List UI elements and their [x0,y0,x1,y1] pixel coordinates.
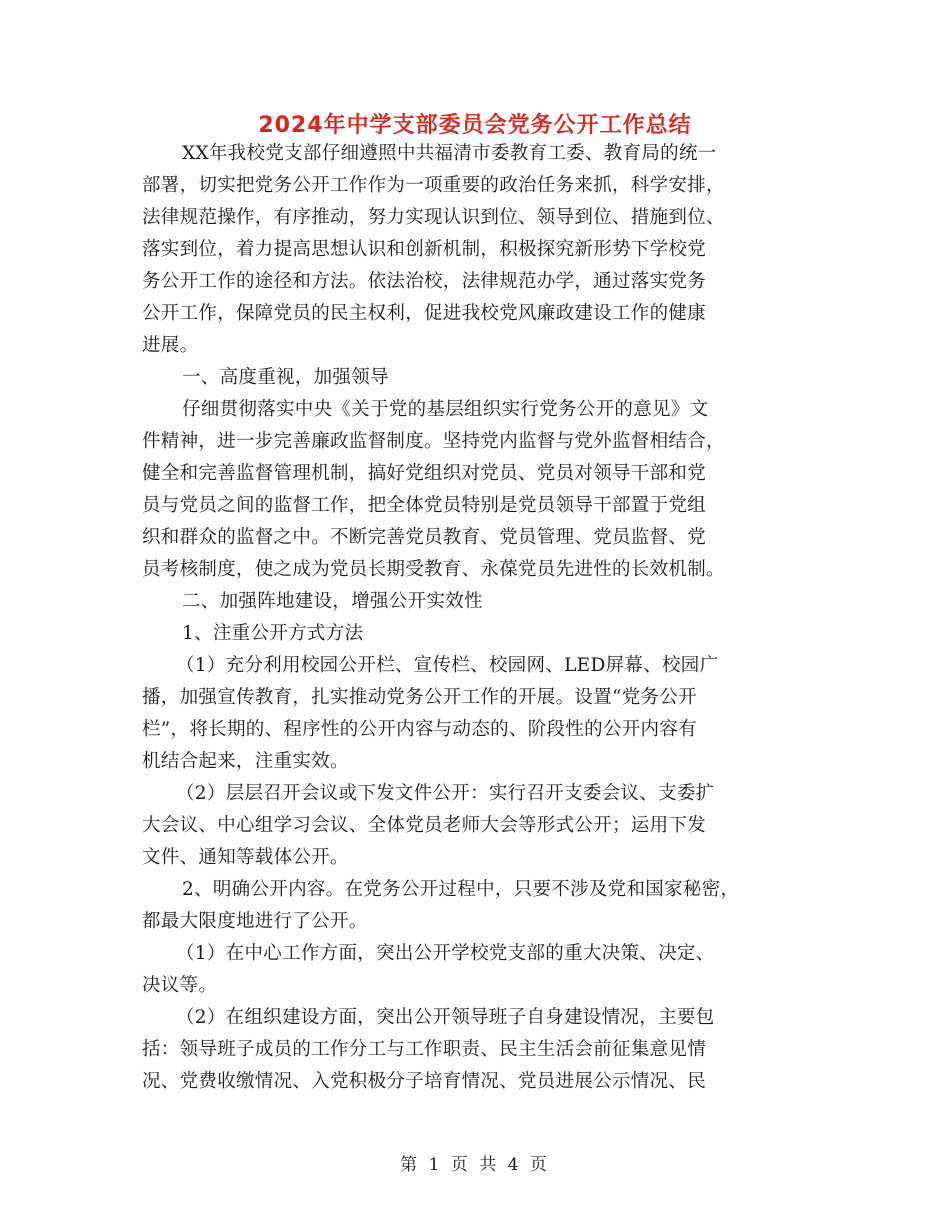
subsection-heading: 1、注重公开方式方法 [182,623,364,644]
paragraph-line: 落实到位，着力提高思想认识和创新机制，积极探究新形势下学校党 [142,239,707,260]
paragraph-line: （2）在组织建设方面，突出公开领导班子自身建设情况，主要包 [176,1007,715,1028]
paragraph-line: 进展。 [142,335,199,356]
paragraph-line: 员考核制度，使之成为党员长期受教育、永葆党员先进性的长效机制。 [142,559,725,580]
paragraph-line: 播，加强宣传教育，扎实推动党务公开工作的开展。设置“党务公开 [142,687,697,708]
paragraph-line: 都最大限度地进行了公开。 [142,911,368,932]
paragraph-line: 仔细贯彻落实中央《关于党的基层组织实行党务公开的意见》文 [182,399,709,420]
paragraph-line: 2、明确公开内容。在党务公开过程中，只要不涉及党和国家秘密， [182,879,740,900]
paragraph-line: 机结合起来，注重实效。 [142,751,349,772]
paragraph-line: （1）在中心工作方面，突出公开学校党支部的重大决策、决定、 [176,943,715,964]
paragraph-line: 况、党费收缴情况、入党积极分子培育情况、党员进展公示情况、民 [142,1071,707,1092]
paragraph-line: （2）层层召开会议或下发文件公开：实行召开支委会议、支委扩 [176,783,715,804]
section-heading: 一、高度重视，加强领导 [182,367,389,388]
paragraph-line: 法律规范操作，有序推动，努力实现认识到位、领导到位、措施到位、 [142,207,725,228]
section-heading: 二、加强阵地建设，增强公开实效性 [182,591,483,612]
document-title: 2024年中学支部委员会党务公开工作总结 [258,113,692,138]
paragraph-line: XX年我校党支部仔细遵照中共福清市委教育工委、教育局的统一 [182,143,717,164]
paragraph-line: 栏”，将长期的、程序性的公开内容与动态的、阶段性的公开内容有 [142,719,697,740]
paragraph-line: 大会议、中心组学习会议、全体党员老师大会等形式公开；运用下发 [142,815,707,836]
paragraph-line: 织和群众的监督之中。不断完善党员教育、党员管理、党员监督、党 [142,527,707,548]
paragraph-line: 决议等。 [142,975,218,996]
page-number-footer: 第 1 页 共 4 页 [400,1155,550,1175]
paragraph-line: 文件、通知等载体公开。 [142,847,349,868]
paragraph-line: 件精神，进一步完善廉政监督制度。坚持党内监督与党外监督相结合， [142,431,725,452]
paragraph-line: （1）充分利用校园公开栏、宣传栏、校园网、LED屏幕、校园广 [176,655,719,676]
paragraph-line: 公开工作，保障党员的民主权利，促进我校党风廉政建设工作的健康 [142,303,707,324]
paragraph-line: 务公开工作的途径和方法。依法治校，法律规范办学，通过落实党务 [142,271,707,292]
paragraph-line: 员与党员之间的监督工作，把全体党员特别是党员领导干部置于党组 [142,495,707,516]
paragraph-line: 健全和完善监督管理机制，搞好党组织对党员、党员对领导干部和党 [142,463,707,484]
paragraph-line: 部署，切实把党务公开工作作为一项重要的政治任务来抓，科学安排， [142,175,725,196]
paragraph-line: 括：领导班子成员的工作分工与工作职责、民主生活会前征集意见情 [142,1039,707,1060]
document-body [142,138,814,1098]
